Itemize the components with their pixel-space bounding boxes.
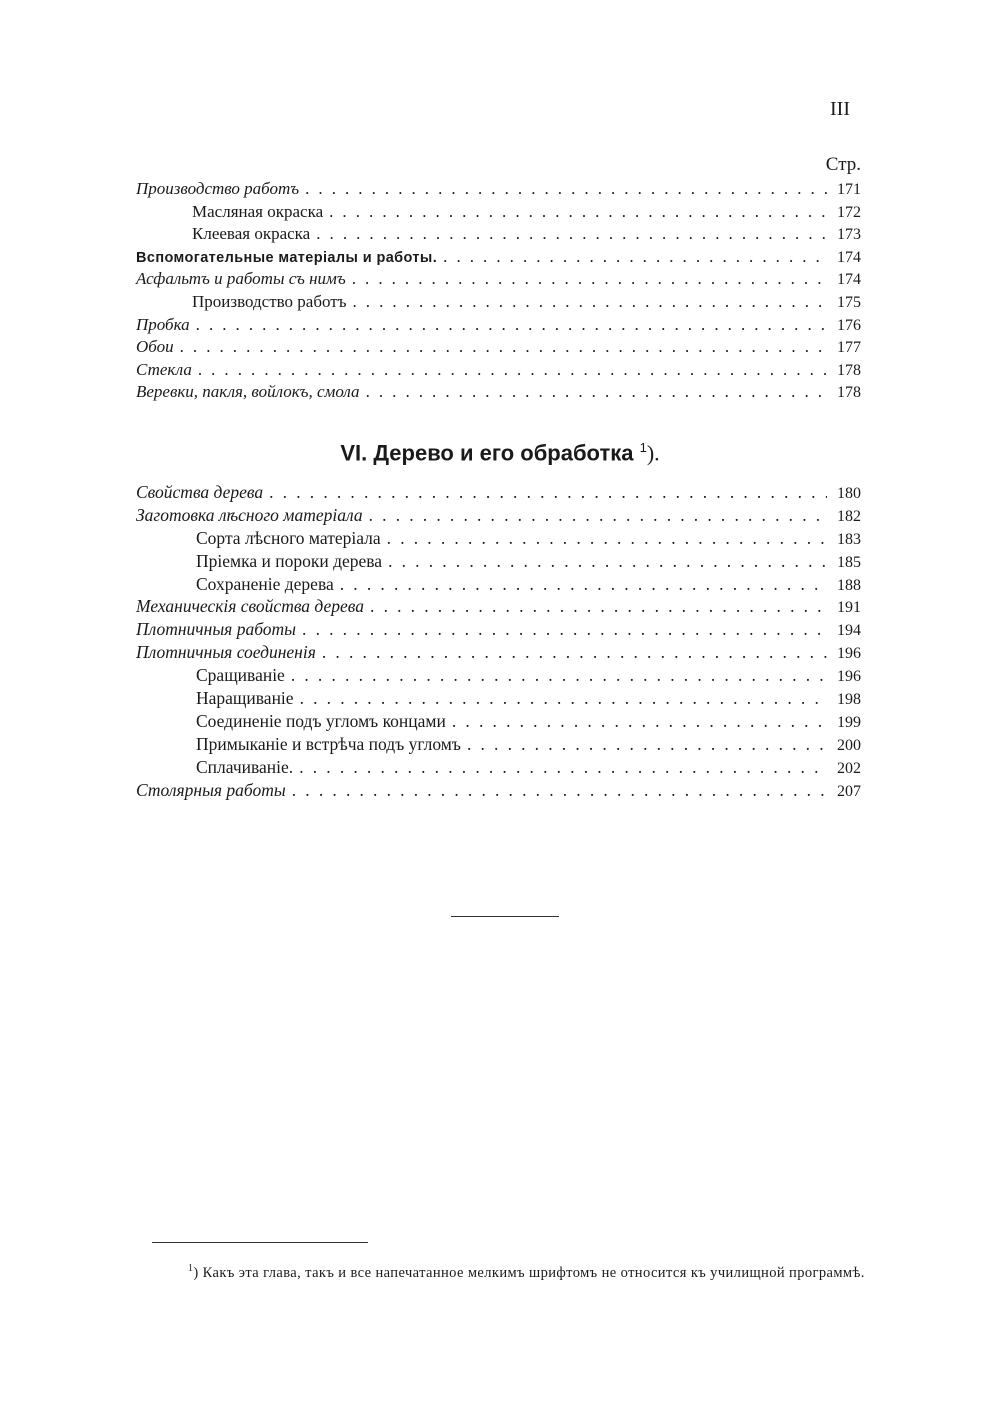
toc-entry-page: 174: [837, 248, 861, 266]
toc-entry-page: 198: [837, 691, 861, 709]
dot-leader: [292, 779, 827, 802]
page-number: III: [830, 98, 850, 120]
toc-entry[interactable]: [136, 504, 861, 527]
dot-leader: [366, 381, 827, 404]
toc-entry[interactable]: [136, 268, 861, 291]
section-title-text: VI. Дерево и его обработка: [340, 440, 634, 466]
toc-entry[interactable]: [136, 223, 861, 246]
toc-entry[interactable]: [136, 664, 861, 687]
toc-entry[interactable]: [136, 595, 861, 618]
toc-entry-page: 194: [837, 622, 861, 640]
toc-entry-page: 175: [837, 293, 861, 311]
toc-entry-page: 207: [837, 782, 861, 800]
toc-entry-page: 178: [837, 384, 861, 402]
dot-leader: [198, 359, 827, 382]
toc-entry-page: 183: [837, 530, 861, 548]
toc-entry-page: 174: [837, 271, 861, 289]
toc-entry-title: Производство работъ: [192, 291, 347, 311]
toc-entry-title: Механическія свойства дерева: [136, 596, 365, 617]
toc-entry[interactable]: [136, 527, 861, 550]
toc-entry-page: 177: [837, 339, 861, 357]
footnote-text: ) Какъ эта глава, такъ и все напечатанное мелкимъ шрифтомъ не относится къ училищной программѣ.: [193, 1264, 865, 1281]
dot-leader: [322, 641, 827, 664]
toc-entry-title: Заготовка лѣсного матеріала: [136, 504, 363, 525]
toc-entry-title: Веревки, пакля, войлокъ, смола: [136, 382, 360, 402]
toc-entry-title: Соединеніе подъ угломъ концами: [196, 710, 446, 731]
table-of-contents-part-1: [136, 152, 861, 404]
toc-entry-page: 199: [837, 713, 861, 731]
dot-leader: [196, 314, 827, 337]
toc-entry[interactable]: [136, 359, 861, 382]
toc-entry[interactable]: [136, 201, 861, 224]
toc-entry[interactable]: [136, 710, 861, 733]
table-of-contents-part-2: [136, 481, 861, 801]
toc-entry[interactable]: [136, 550, 861, 573]
toc-entry-title: Пріемка и пороки дерева: [196, 550, 383, 571]
section-title: [0, 440, 1000, 466]
toc-entry-title: Производство работъ: [136, 179, 300, 198]
toc-entry-title: Свойства дерева: [136, 482, 264, 502]
toc-entry[interactable]: [136, 314, 861, 337]
dot-leader: [316, 223, 827, 246]
toc-entry[interactable]: [136, 779, 861, 802]
toc-entry[interactable]: [136, 641, 861, 664]
footnote-reference[interactable]: 1: [639, 440, 647, 455]
dot-leader: [269, 481, 827, 504]
toc-entry-page: 172: [837, 203, 861, 221]
dot-leader: [305, 178, 827, 201]
toc-entry[interactable]: [136, 618, 861, 641]
toc-entry-page: 173: [837, 226, 861, 244]
dot-leader: [300, 687, 827, 710]
footnote-rule: [152, 1242, 368, 1243]
dot-leader: [180, 336, 827, 359]
toc-entry[interactable]: [136, 291, 861, 314]
page-column-label: Стр.: [825, 154, 861, 175]
dot-leader: [388, 550, 827, 573]
toc-entry-page: 182: [837, 507, 861, 525]
toc-entry-page: 171: [837, 181, 861, 198]
toc-entry-page: 176: [837, 316, 861, 334]
toc-entry[interactable]: [136, 481, 861, 504]
toc-entry-title: Вспомогательные матеріалы и работы.: [136, 249, 438, 266]
toc-entry-page: 178: [837, 361, 861, 379]
dot-leader: [387, 527, 827, 550]
toc-entry[interactable]: [136, 573, 861, 596]
toc-entry-page: 196: [837, 645, 861, 663]
toc-entry-title: Масляная окраска: [192, 201, 324, 221]
toc-entry-title: Стекла: [136, 359, 192, 379]
dot-leader: [443, 246, 827, 269]
toc-entry[interactable]: [136, 336, 861, 359]
dot-leader: [352, 268, 827, 291]
toc-entry-title: Плотничныя соединенія: [136, 642, 316, 663]
toc-entry-title: Сорта лѣсного матеріала: [196, 527, 381, 548]
dot-leader: [369, 504, 827, 527]
toc-entry[interactable]: [136, 178, 861, 201]
toc-entry-title: Обои: [136, 337, 174, 357]
toc-entries: [136, 481, 861, 801]
toc-entry-title: Сращиваніе: [196, 665, 285, 686]
toc-entry[interactable]: [136, 246, 861, 269]
toc-entry-title: Столярныя работы: [136, 779, 286, 800]
dot-leader: [299, 756, 827, 779]
toc-entry-title: Сохраненіе дерева: [196, 573, 334, 594]
dot-leader: [329, 201, 827, 224]
toc-entry-title: Примыканіе и встрѣча подъ угломъ: [196, 733, 461, 754]
toc-entry-page: 180: [837, 485, 861, 502]
dot-leader: [340, 573, 827, 596]
toc-entry-page: 200: [837, 736, 861, 754]
section-separator: [451, 916, 559, 917]
toc-entry-page: 185: [837, 553, 861, 571]
dot-leader: [467, 733, 827, 756]
toc-entry-title: Наращиваніе: [196, 688, 294, 709]
toc-entry-title: Сплачиваніе.: [196, 756, 294, 777]
toc-entry[interactable]: [136, 381, 861, 404]
section-title-tail: ).: [646, 440, 660, 466]
dot-leader: [370, 595, 827, 618]
toc-entry[interactable]: [136, 733, 861, 756]
dot-leader: [291, 664, 827, 687]
toc-entry-page: 196: [837, 668, 861, 686]
toc-entry-title: Клеевая окраска: [192, 224, 311, 244]
toc-entry-page: 202: [837, 759, 861, 777]
toc-entries: [136, 178, 861, 404]
toc-entry-title: Пробка: [136, 314, 190, 334]
footnote: [138, 1258, 873, 1284]
dot-leader: [353, 291, 828, 314]
toc-entry-title: Асфальтъ и работы съ нимъ: [136, 269, 346, 289]
toc-entry-title: Плотничныя работы: [136, 619, 297, 640]
dot-leader: [452, 710, 827, 733]
toc-entry[interactable]: [136, 756, 861, 779]
toc-entry-page: 191: [837, 599, 861, 617]
footnote-mark: 1: [188, 1263, 194, 1274]
toc-entry[interactable]: [136, 687, 861, 710]
dot-leader: [302, 618, 827, 641]
toc-entry-page: 188: [837, 576, 861, 594]
